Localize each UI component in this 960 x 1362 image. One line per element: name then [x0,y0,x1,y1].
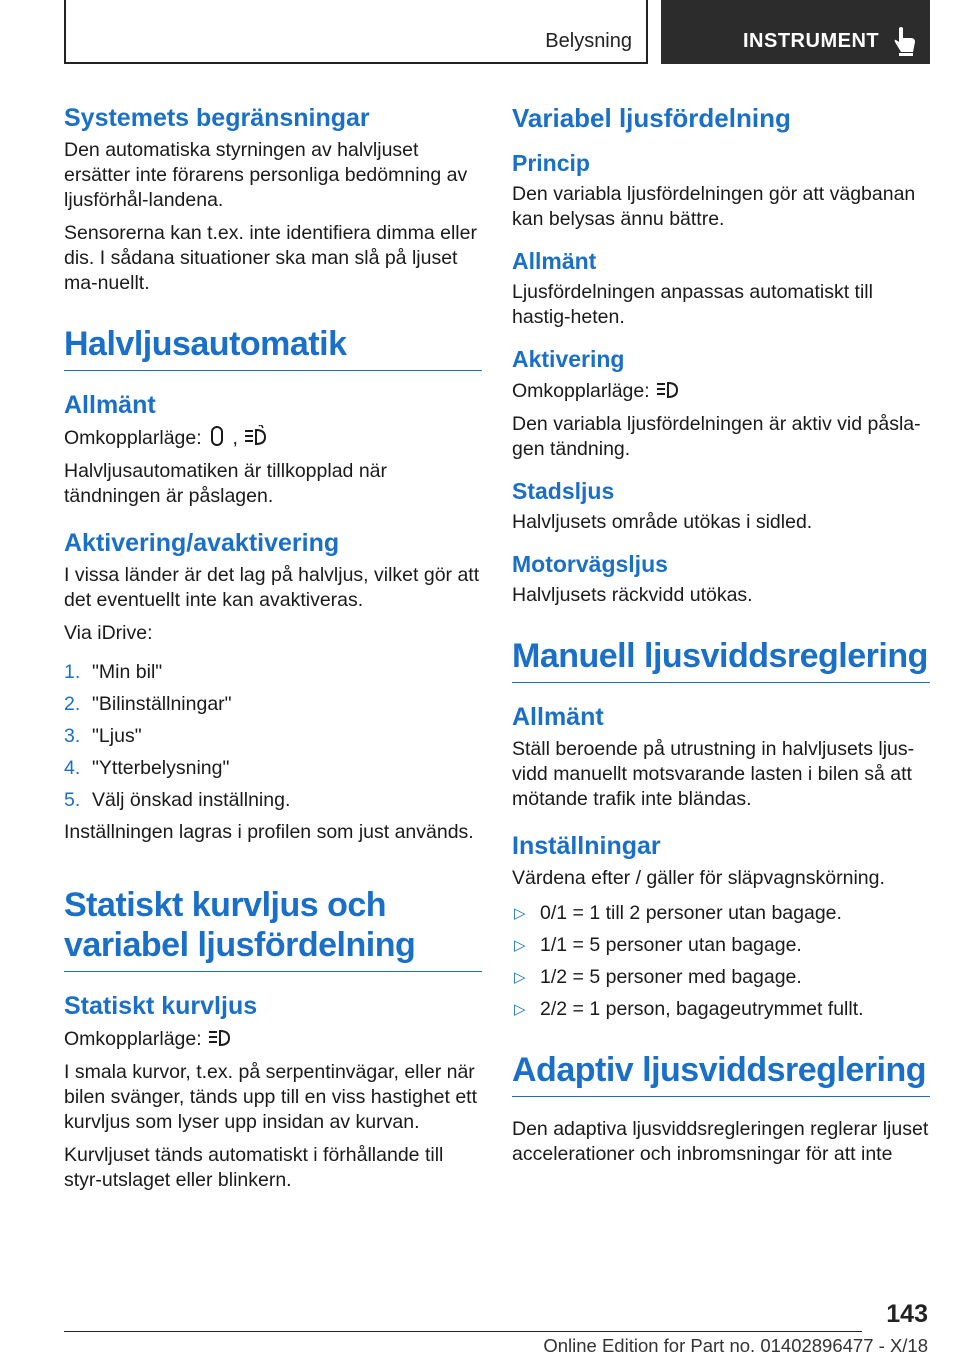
page-number: 143 [886,1300,928,1328]
paragraph: Halvljusautomatiken är tillkopplad när tändningen är påslagen. [64,460,387,507]
switch-label: Omkopplarläge: [64,1028,202,1050]
switch-label: Omkopplarläge: [64,427,202,449]
list-item: 4. "Ytterbelysning" [64,757,230,779]
list-item: ▷ 0/1 = 1 till 2 personer utan bagage. [514,902,842,924]
low-beam-auto-icon [243,425,269,447]
page-header [64,0,930,66]
switch-label: Omkopplarläge: [512,380,650,402]
list-item: ▷ 2/2 = 1 person, bagageutrymmet fullt. [514,998,864,1020]
heading-general: Allmänt [64,391,156,419]
paragraph: Sensorerna kan t.ex. inte identifiera dimma eller dis. I sådana situationer ska man slå på ljuset ma-nuellt. [64,222,477,294]
list-item: 1. "Min bil" [64,661,163,683]
idrive-steps-list [64,660,482,813]
heading-general: Allmänt [512,703,604,731]
heading-static-cornering: Statiskt kurvljus och variabel ljusfördelning [64,885,482,972]
footer-divider [64,1331,862,1332]
paragraph: Den adaptiva ljusviddsregleringen reglerar ljuset accelerationer och inbromsningar för att inte [512,1118,929,1165]
low-beam-auto-icon [207,1026,233,1048]
paragraph: Ljusfördelningen anpassas automatiskt till hastig-heten. [512,281,873,328]
list-item: 2. "Bilinställningar" [64,693,232,715]
paragraph: Den automatiska styrningen av halvljuset ersätter inte förarens personliga bedömning av ljusförhål-landena. [64,139,468,211]
list-item: ▷ 1/1 = 5 personer utan bagage. [514,934,802,956]
paragraph: Halvljusets område utökas i sidled. [512,511,813,533]
header-section-tab [64,0,648,64]
paragraph: Värdena efter / gäller för släpvagnskörning. [512,867,885,889]
settings-list [512,901,930,1022]
paragraph: Den variabla ljusfördelningen gör att vägbanan kan belysas ännu bättre. [512,183,916,230]
heading-variable-light: Variabel ljusfördelning [512,103,791,133]
heading-static-cornering-light: Statiskt kurvljus [64,992,258,1020]
switch-position-line [64,1026,482,1052]
heading-manual-range: Manuell ljusviddsreglering [512,636,930,683]
paragraph: Inställningen lagras i profilen som just används. [64,821,474,843]
heading-activation: Aktivering [512,346,625,372]
heading-general: Allmänt [512,248,597,274]
paragraph: Halvljusets räckvidd utökas. [512,584,753,606]
paragraph: Ställ beroende på utrustning in halvljusets ljus-vidd manuellt motsvarande lasten i bilen så att mötande trafik inte bländas. [512,738,915,810]
hand-touch-icon [893,26,919,56]
switch-position-line [512,378,930,404]
low-beam-auto-icon [655,378,681,400]
heading-adaptive-range: Adaptiv ljusviddsreglering [512,1050,930,1097]
paragraph: I vissa länder är det lag på halvljus, vilket gör att det eventuellt inte kan avaktiveras. [64,564,480,611]
header-chapter-title: INSTRUMENT [743,30,880,52]
footer-edition: Online Edition for Part no. 01402896477 - X/18 [543,1335,928,1356]
heading-motorway-light: Motorvägsljus [512,551,668,577]
heading-city-light: Stadsljus [512,478,615,504]
paragraph: Via iDrive: [64,622,153,644]
header-section-title: Belysning [545,30,632,52]
heading-principle: Princip [512,150,590,176]
light-switch-auto-icon [207,425,227,447]
heading-auto-low-beam: Halvljusautomatik [64,324,482,371]
switch-position-line [64,425,482,451]
heading-settings: Inställningar [512,832,661,860]
list-item: 3. "Ljus" [64,725,142,747]
right-column [512,102,930,1175]
heading-system-limits: Systemets begränsningar [64,104,370,132]
paragraph: Den variabla ljusfördelningen är aktiv vid påsla-gen tändning. [512,413,921,460]
paragraph: Kurvljuset tänds automatiskt i förhållande till styr-utslaget eller blinkern. [64,1144,444,1191]
header-chapter-tab [661,0,930,64]
list-item: ▷ 1/2 = 5 personer med bagage. [514,966,802,988]
paragraph: I smala kurvor, t.ex. på serpentinvägar, eller när bilen svänger, tänds upp till en viss hastighet ett kurvljus som lyser upp insidan av kurvan. [64,1061,478,1133]
switch-separator: , [232,427,238,449]
left-column [64,102,482,1201]
list-item: 5. Välj önskad inställning. [64,789,291,811]
heading-activation: Aktivering/avaktivering [64,529,340,557]
